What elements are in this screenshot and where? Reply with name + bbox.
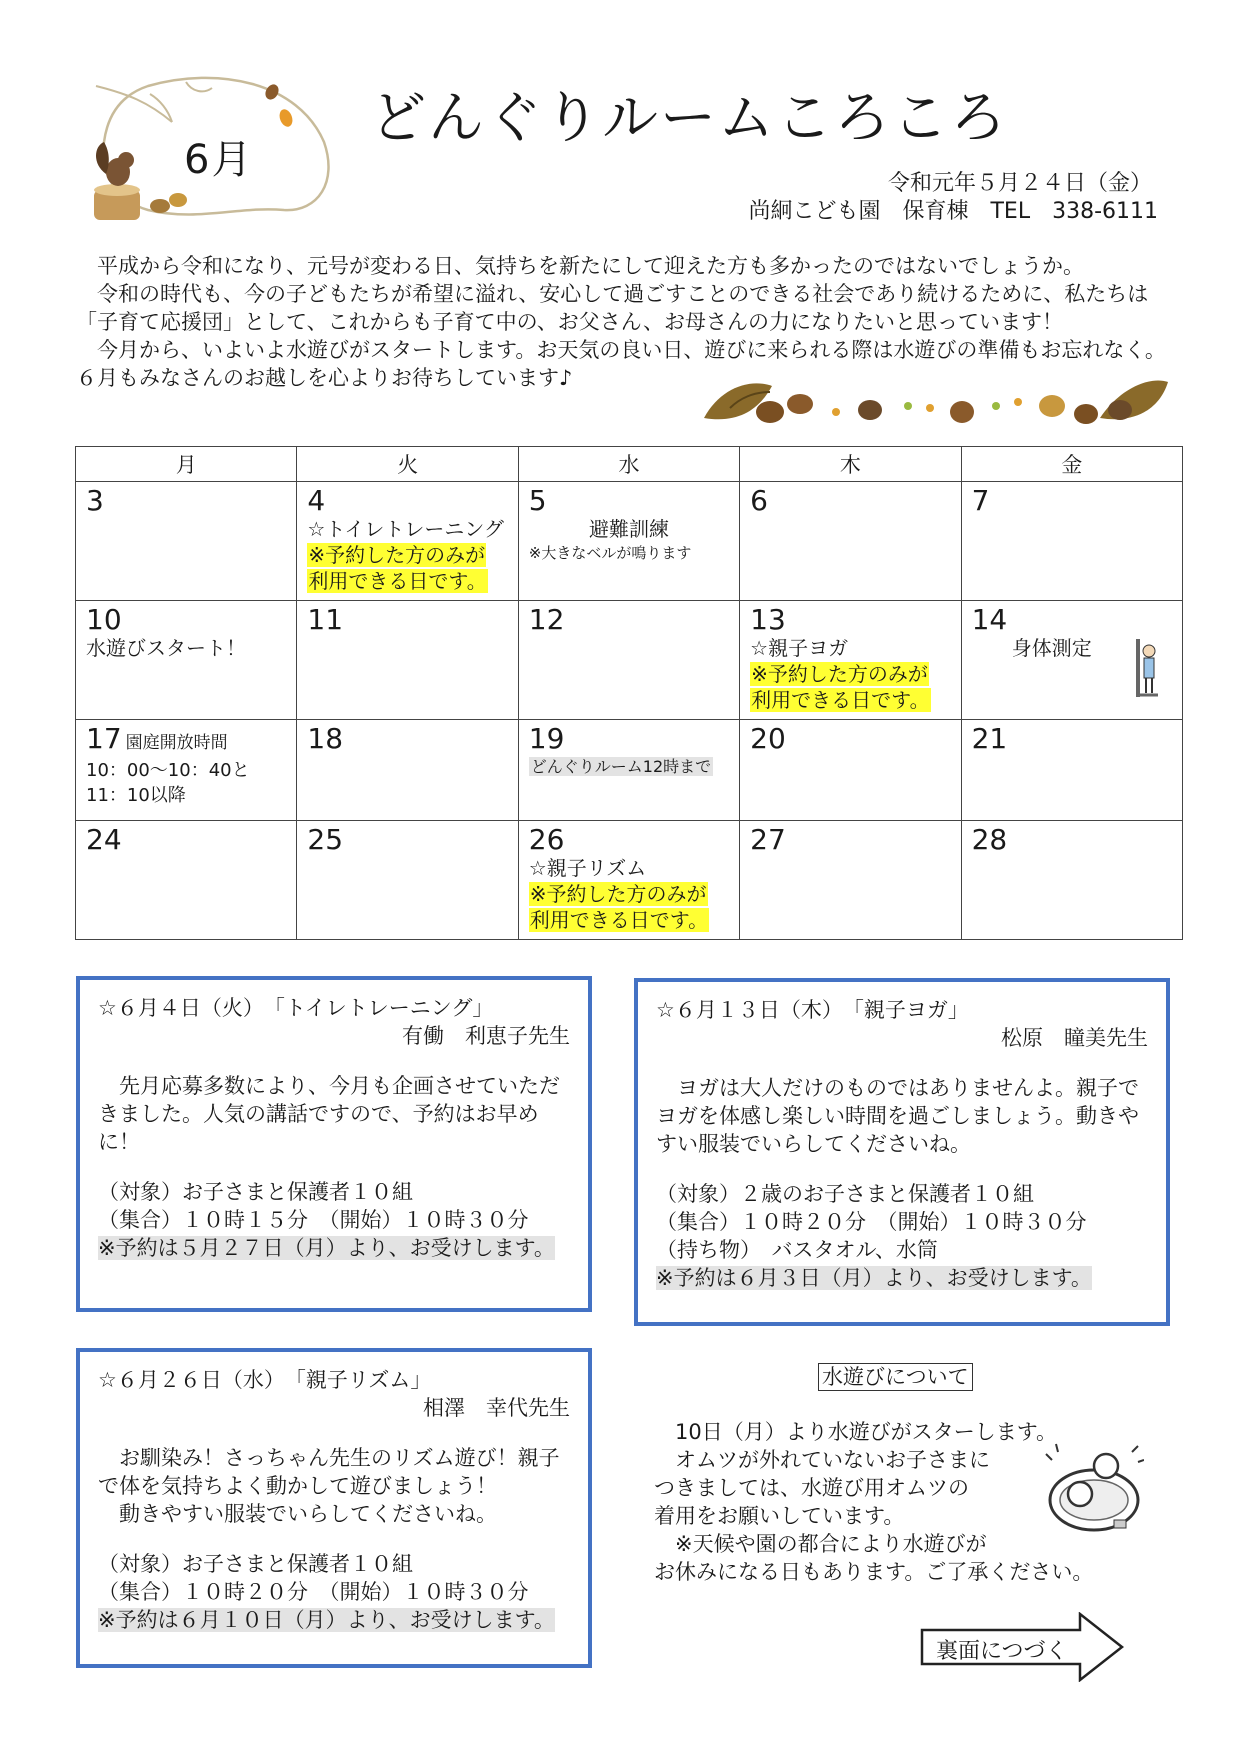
intro-paragraph: 平成から令和になり、元号が変わる日、気持ちを新たにして迎えた方も多かったのではないでしょうか。 — [76, 254, 1084, 278]
reservation-notice: ※予約した方のみが — [751, 662, 928, 686]
calendar-day-cell — [740, 720, 961, 821]
day-number: 13 — [750, 603, 786, 636]
calendar-week-row — [76, 720, 1183, 821]
event-note: 11：10以降 — [86, 785, 186, 806]
parent-child-rhythm-info-box — [76, 1348, 592, 1668]
event-description: ヨガは大人だけのものではありませんよ。親子でヨガを体感し楽しい時間を過ごしましょう。動きやすい服装でいらしてくださいね。 — [656, 1076, 1139, 1156]
day-number: 24 — [86, 823, 122, 856]
event-terms — [98, 1550, 570, 1606]
calendar-day-cell — [740, 821, 961, 940]
calendar-day-cell — [518, 720, 739, 821]
event-label: ☆親子リズム — [528, 856, 647, 880]
day-number: 5 — [528, 484, 547, 517]
page-title: どんぐりルームころころ — [370, 86, 1008, 151]
event-note: 10：00～10：40と — [86, 760, 250, 781]
event-label: 避難訓練 — [588, 517, 669, 541]
reservation-notice: 利用できる日です。 — [308, 569, 487, 593]
water-play-heading: 水遊びについて — [818, 1363, 973, 1391]
event-time: （集合）１０時１５分 （開始）１０時３０分 — [98, 1208, 529, 1232]
notice-line: ※天候や園の都合により水遊びが — [654, 1532, 987, 1556]
event-target: （対象）２歳のお子さまと保護者１０組 — [656, 1182, 1034, 1206]
calendar-day-cell — [961, 601, 1182, 720]
weekday-header: 金 — [961, 447, 1182, 482]
calendar-day-cell — [297, 601, 518, 720]
event-label: 身体測定 — [1011, 636, 1092, 660]
event-label: 園庭開放時間 — [125, 733, 228, 753]
issue-date: 令和元年５月２４日（金） — [887, 171, 1152, 196]
month-label: 6月 — [184, 137, 254, 183]
calendar-week-row — [76, 821, 1183, 940]
height-measure-illustration — [1134, 637, 1160, 699]
weekday-header: 水 — [518, 447, 739, 482]
day-number: 12 — [528, 603, 565, 636]
calendar-day-cell — [297, 720, 518, 821]
weekday-header-row — [76, 447, 1183, 482]
day-number: 7 — [971, 484, 990, 517]
event-heading: ☆６月１３日（木） 「親子ヨガ」 — [656, 998, 969, 1022]
day-number: 4 — [307, 484, 326, 517]
event-terms — [98, 1178, 570, 1234]
day-number: 10 — [86, 603, 122, 636]
june-calendar — [75, 446, 1183, 940]
calendar-day-cell — [961, 482, 1182, 601]
intro-paragraph: 今月から、いよいよ水遊びがスタートします。お天気の良い日、遊びに来られる際は水遊びの準備もお忘れなく。６月もみなさんのお越しを心よりお待ちしています♪ — [76, 338, 1166, 390]
day-number: 27 — [750, 823, 786, 856]
event-description: 先月応募多数により、今月も企画させていただきました。人気の講話ですので、予約はお早めに！ — [98, 1074, 560, 1154]
event-description: お馴染み！さっちゃん先生のリズム遊び！親子で体を気持ちよく動かして遊びましょう！ — [98, 1446, 560, 1498]
day-number: 3 — [86, 484, 104, 517]
calendar-day-cell — [740, 482, 961, 601]
notice-line: オムツが外れていないお子さまに — [654, 1448, 990, 1472]
notice-line: 着用をお願いしています。 — [654, 1504, 905, 1528]
event-label: ☆トイレトレーニング — [307, 517, 504, 541]
calendar-day-cell — [518, 821, 739, 940]
calendar-week-row — [76, 601, 1183, 720]
event-terms — [656, 1180, 1148, 1264]
calendar-day-cell — [518, 601, 739, 720]
teacher-name: 相澤 幸代先生 — [423, 1396, 570, 1420]
next-page-label: 裏面につづく — [936, 1639, 1068, 1664]
day-number: 6 — [750, 484, 768, 517]
event-target: （対象）お子さまと保護者１０組 — [98, 1180, 413, 1204]
calendar-day-cell — [76, 720, 297, 821]
acorn-border-illustration — [700, 368, 1170, 430]
day-number: 11 — [307, 603, 344, 636]
day-number: 18 — [307, 722, 344, 755]
day-number-row — [86, 724, 286, 758]
event-label: 水遊びスタート！ — [86, 636, 246, 660]
calendar-day-cell — [76, 482, 297, 601]
parent-child-yoga-info-box — [634, 978, 1170, 1326]
calendar-day-cell — [297, 482, 518, 601]
event-note: ※大きなベルが鳴ります — [528, 544, 692, 562]
reservation-notice: 利用できる日です。 — [751, 688, 930, 712]
weekday-header: 月 — [76, 447, 297, 482]
day-number: 28 — [971, 823, 1008, 856]
organization-contact: 尚絅こども園 保育棟 TEL 338-6111 — [748, 199, 1158, 224]
event-target: （対象）お子さまと保護者１０組 — [98, 1552, 413, 1576]
teacher-name: 松原 瞳美先生 — [1001, 1026, 1148, 1050]
calendar-day-cell — [740, 601, 961, 720]
reservation-start: ※予約は６月３日（月）より、お受けします。 — [656, 1266, 1092, 1290]
calendar-day-cell — [76, 821, 297, 940]
intro-paragraph: 令和の時代も、今の子どもたちが希望に溢れ、安心して過ごすことのできる社会であり続けるために、私たちは「子育て応援団」として、これからも子育て中の、お父さん、お母さんの力になりたいと思っています！ — [76, 282, 1149, 334]
event-heading: ☆６月２６日（水） 「親子リズム」 — [98, 1368, 432, 1392]
notice-line: 10日（月）より水遊びがスターします。 — [654, 1420, 1058, 1444]
day-number: 26 — [528, 823, 565, 856]
event-description: 動きやすい服装でいらしてくださいね。 — [98, 1502, 497, 1526]
notice-line: お休みになる日もあります。ご了承ください。 — [654, 1560, 1094, 1584]
event-time: （集合）１０時２０分 （開始）１０時３０分 — [98, 1580, 529, 1604]
day-number: 20 — [750, 722, 786, 755]
weekday-header: 火 — [297, 447, 518, 482]
reservation-notice: ※予約した方のみが — [308, 543, 486, 567]
teacher-name: 有働 利恵子先生 — [402, 1024, 570, 1048]
toilet-training-info-box — [76, 976, 592, 1312]
calendar-day-cell — [961, 720, 1182, 821]
event-time: （集合）１０時２０分 （開始）１０時３０分 — [656, 1210, 1087, 1234]
calendar-day-cell — [961, 821, 1182, 940]
reservation-notice: ※予約した方のみが — [529, 882, 707, 906]
calendar-day-cell — [297, 821, 518, 940]
event-label: ☆親子ヨガ — [750, 636, 849, 660]
event-items: （持ち物） バスタオル、水筒 — [656, 1238, 938, 1262]
day-number: 25 — [307, 823, 344, 856]
calendar-day-cell — [518, 482, 739, 601]
children-in-pool-illustration — [1044, 1440, 1144, 1540]
day-number: 17 — [86, 722, 122, 755]
event-note: どんぐりルーム12時まで — [530, 757, 712, 776]
day-number: 14 — [971, 603, 1008, 636]
weekday-header: 木 — [740, 447, 961, 482]
reservation-notice: 利用できる日です。 — [529, 908, 709, 932]
event-heading: ☆６月４日（火） 「トイレトレーニング」 — [98, 996, 494, 1020]
notice-line: つきましては、水遊び用オムツの — [654, 1476, 969, 1500]
calendar-day-cell — [76, 601, 297, 720]
calendar-week-row — [76, 482, 1183, 601]
day-number: 19 — [528, 722, 565, 755]
reservation-start: ※予約は５月２７日（月）より、お受けします。 — [98, 1236, 555, 1260]
day-number: 21 — [971, 722, 1008, 755]
reservation-start: ※予約は６月１０日（月）より、お受けします。 — [98, 1608, 555, 1632]
